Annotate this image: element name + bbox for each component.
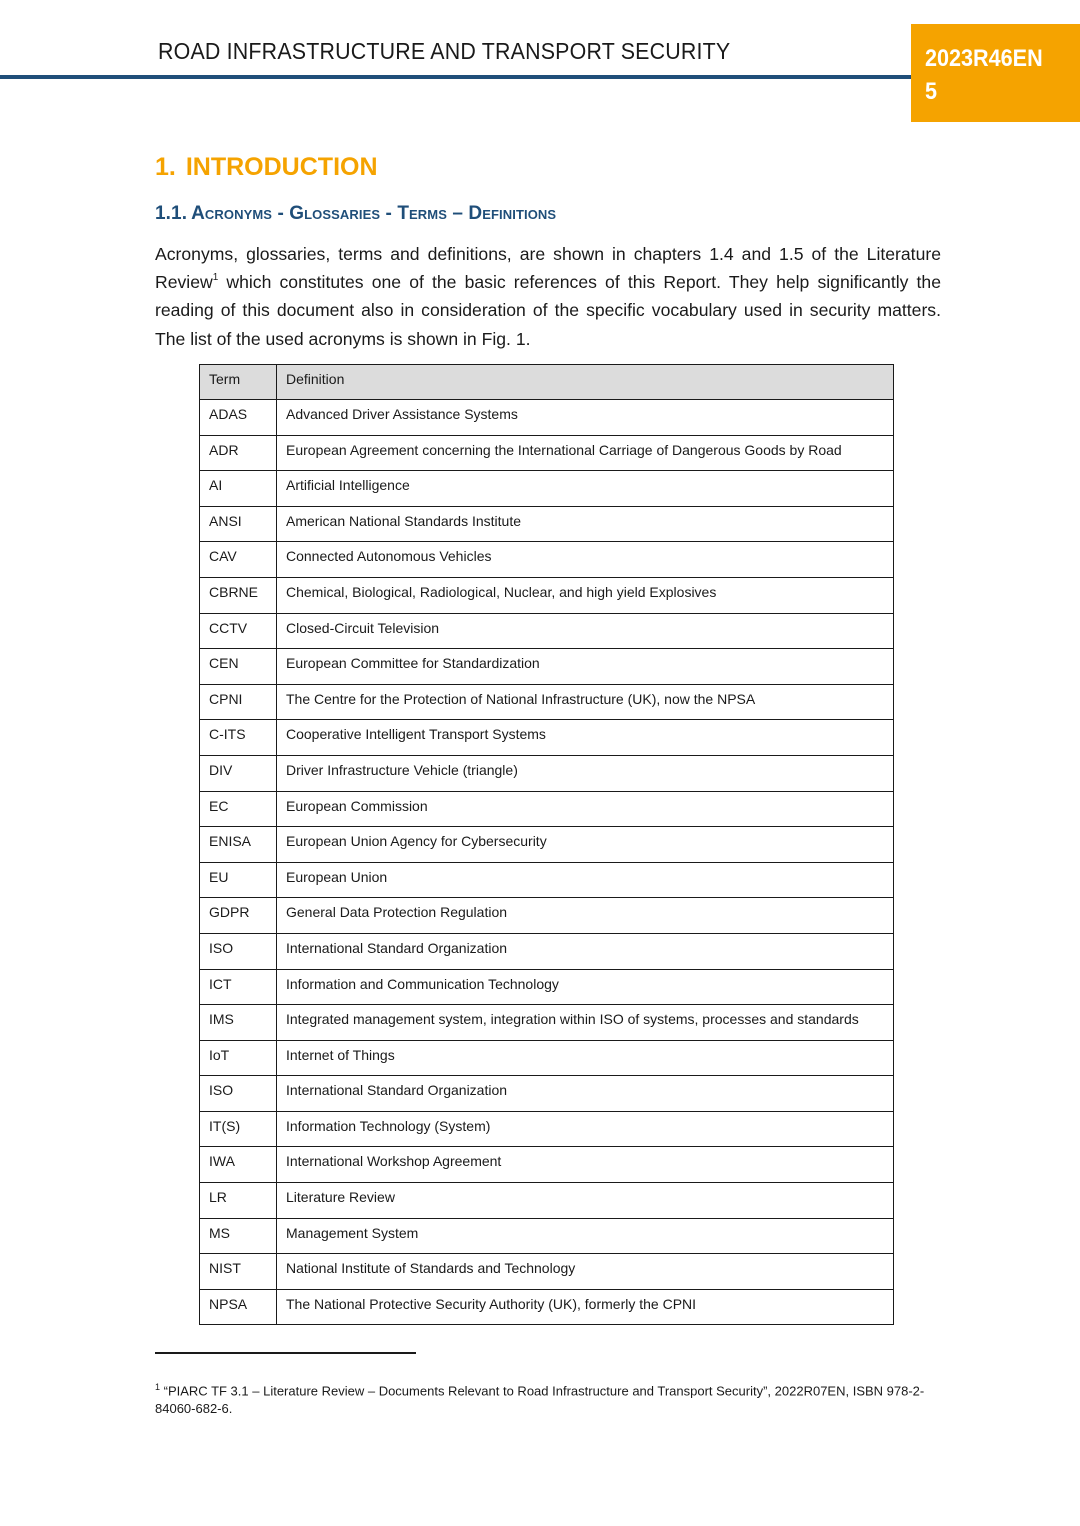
definition-cell: International Standard Organization	[277, 933, 894, 969]
definition-cell: The National Protective Security Authority (UK), formerly the CPNI	[277, 1289, 894, 1325]
term-cell: NIST	[200, 1254, 277, 1290]
term-cell: ANSI	[200, 506, 277, 542]
definition-cell: National Institute of Standards and Technology	[277, 1254, 894, 1290]
definition-cell: Information Technology (System)	[277, 1111, 894, 1147]
table-row	[200, 471, 894, 507]
footnote-number: 1	[155, 1382, 161, 1392]
definition-cell: Artificial Intelligence	[277, 471, 894, 507]
header-code-box	[911, 24, 1080, 122]
term-cell: ISO	[200, 1076, 277, 1112]
term-cell: GDPR	[200, 898, 277, 934]
definition-cell: European Committee for Standardization	[277, 649, 894, 685]
table-row	[200, 613, 894, 649]
paragraph-text-1: Acronyms, glossaries, terms and definitions, are shown in chapters 1.4 and 1.5 of the Literature Review	[155, 244, 941, 293]
term-cell: IoT	[200, 1040, 277, 1076]
definition-cell: Internet of Things	[277, 1040, 894, 1076]
footnote	[155, 1378, 945, 1418]
table-row	[200, 755, 894, 791]
term-cell: DIV	[200, 755, 277, 791]
footnote-reference[interactable]: 1	[212, 272, 219, 284]
definition-cell: Chemical, Biological, Radiological, Nuclear, and high yield Explosives	[277, 577, 894, 613]
term-cell: IT(S)	[200, 1111, 277, 1147]
footnote-separator	[155, 1352, 416, 1354]
definition-cell: European Union Agency for Cybersecurity	[277, 827, 894, 863]
table-row	[200, 1289, 894, 1325]
definition-cell: Driver Infrastructure Vehicle (triangle)	[277, 755, 894, 791]
term-cell: AI	[200, 471, 277, 507]
table-row	[200, 577, 894, 613]
column-header-term: Term	[200, 365, 277, 400]
term-cell: ENISA	[200, 827, 277, 863]
definition-cell: Literature Review	[277, 1183, 894, 1219]
term-cell: C-ITS	[200, 720, 277, 756]
definition-cell: Closed-Circuit Television	[277, 613, 894, 649]
table-row	[200, 827, 894, 863]
subsection-title: Acronyms - Glossaries - Terms – Definitions	[191, 203, 557, 224]
term-cell: ADR	[200, 435, 277, 471]
table-row	[200, 720, 894, 756]
definition-cell: Advanced Driver Assistance Systems	[277, 400, 894, 436]
definition-cell: International Workshop Agreement	[277, 1147, 894, 1183]
table-row	[200, 1254, 894, 1290]
term-cell: ISO	[200, 933, 277, 969]
column-header-definition: Definition	[277, 365, 894, 400]
definition-cell: European Agreement concerning the International Carriage of Dangerous Goods by Road	[277, 435, 894, 471]
section-heading	[155, 153, 378, 182]
definition-cell: The Centre for the Protection of National Infrastructure (UK), now the NPSA	[277, 684, 894, 720]
table-body	[200, 400, 894, 1325]
term-cell: ADAS	[200, 400, 277, 436]
table-row	[200, 684, 894, 720]
term-cell: CBRNE	[200, 577, 277, 613]
table-row	[200, 1147, 894, 1183]
table-row	[200, 542, 894, 578]
table-row	[200, 969, 894, 1005]
acronyms-table	[199, 364, 894, 1325]
table-row	[200, 933, 894, 969]
term-cell: CPNI	[200, 684, 277, 720]
table-row	[200, 1111, 894, 1147]
table-row	[200, 400, 894, 436]
section-title: INTRODUCTION	[185, 153, 378, 181]
table-row	[200, 506, 894, 542]
table-row	[200, 1005, 894, 1041]
table-row	[200, 649, 894, 685]
subsection-number: 1.1.	[155, 203, 188, 224]
definition-cell: European Commission	[277, 791, 894, 827]
definition-cell: General Data Protection Regulation	[277, 898, 894, 934]
footnote-text: “PIARC TF 3.1 – Literature Review – Documents Relevant to Road Infrastructure and Transport Security”, 2022R07EN, ISBN 978-2-84060-682-6.	[155, 1383, 925, 1417]
term-cell: LR	[200, 1183, 277, 1219]
definition-cell: European Union	[277, 862, 894, 898]
document-code: 2023R46EN	[925, 45, 1043, 72]
term-cell: CEN	[200, 649, 277, 685]
subsection-heading	[155, 203, 556, 225]
definition-cell: Integrated management system, integration within ISO of systems, processes and standards	[277, 1005, 894, 1041]
term-cell: ICT	[200, 969, 277, 1005]
term-cell: IWA	[200, 1147, 277, 1183]
definition-cell: Cooperative Intelligent Transport Systems	[277, 720, 894, 756]
table-row	[200, 862, 894, 898]
definition-cell: Information and Communication Technology	[277, 969, 894, 1005]
table-row	[200, 435, 894, 471]
term-cell: MS	[200, 1218, 277, 1254]
table-row	[200, 1040, 894, 1076]
definition-cell: International Standard Organization	[277, 1076, 894, 1112]
term-cell: CAV	[200, 542, 277, 578]
header-rule	[0, 75, 911, 79]
running-header-title: ROAD INFRASTRUCTURE AND TRANSPORT SECURITY	[158, 38, 731, 64]
term-cell: NPSA	[200, 1289, 277, 1325]
definition-cell: American National Standards Institute	[277, 506, 894, 542]
table-header-row	[200, 365, 894, 400]
section-number: 1.	[155, 153, 176, 181]
page-number: 5	[925, 78, 938, 105]
paragraph-text-2: which constitutes one of the basic references of this Report. They help significantly the reading of this document also in consideration of the specific vocabulary used in security matters. The list of the used acronyms is shown in Fig. 1.	[155, 272, 941, 349]
term-cell: IMS	[200, 1005, 277, 1041]
term-cell: EC	[200, 791, 277, 827]
table-row	[200, 1183, 894, 1219]
table-row	[200, 898, 894, 934]
intro-paragraph	[155, 240, 941, 353]
term-cell: CCTV	[200, 613, 277, 649]
definition-cell: Connected Autonomous Vehicles	[277, 542, 894, 578]
table-row	[200, 1076, 894, 1112]
term-cell: EU	[200, 862, 277, 898]
table-row	[200, 1218, 894, 1254]
table-row	[200, 791, 894, 827]
definition-cell: Management System	[277, 1218, 894, 1254]
